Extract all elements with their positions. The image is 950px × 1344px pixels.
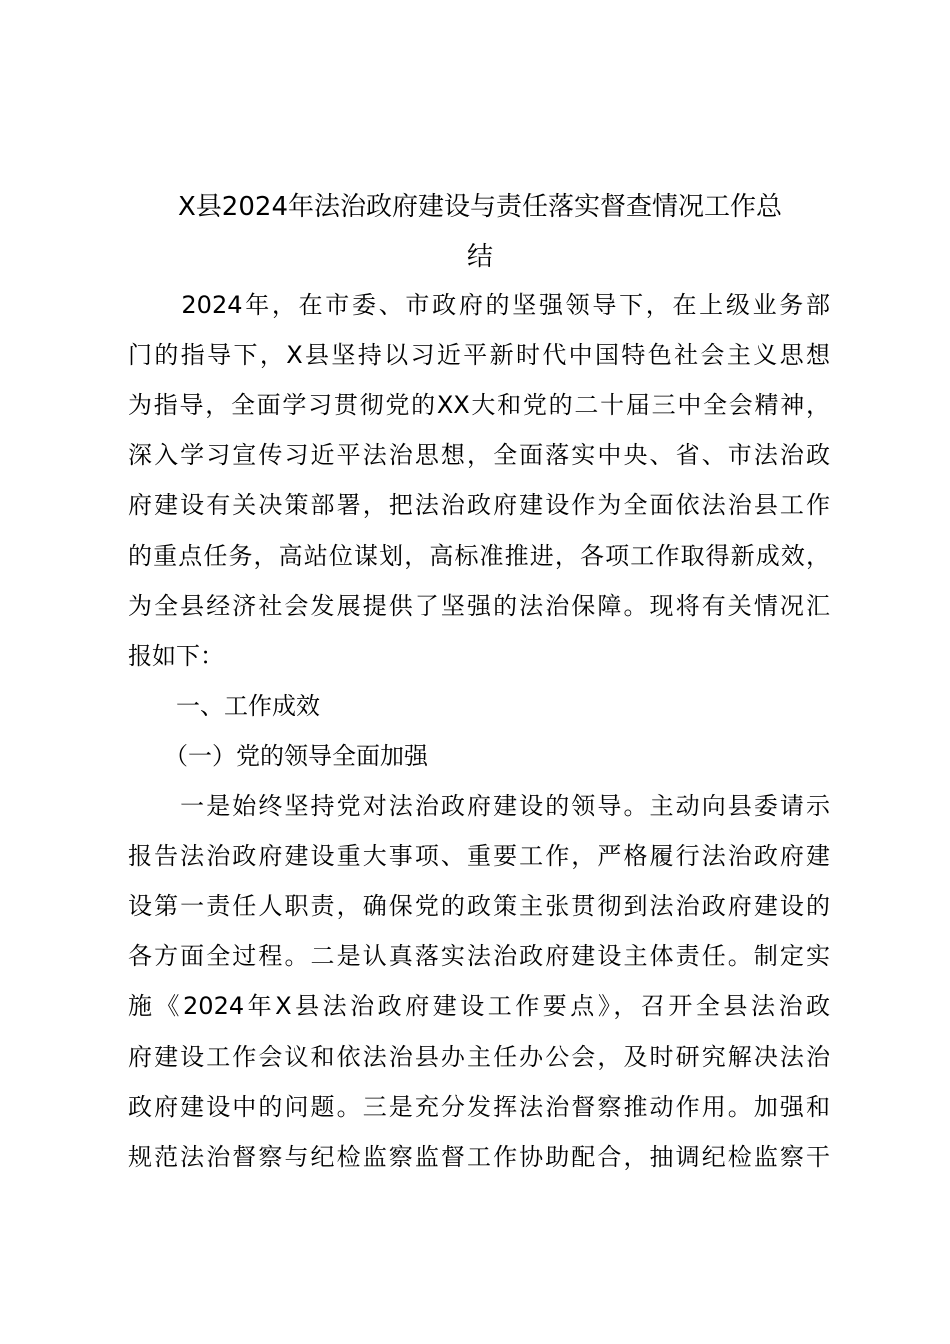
title-line-1: X县2024年法治政府建设与责任落实督查情况工作总 xyxy=(178,192,782,222)
body-line: （一）党的领导全面加强 xyxy=(128,741,428,770)
document-title xyxy=(128,182,832,282)
body-line: 府建设有关决策部署，把法治政府建设作为全面依法治县工作 xyxy=(128,491,830,520)
body-line: 规范法治督察与纪检监察监督工作协助配合，抽调纪检监察干 xyxy=(128,1142,830,1171)
body-line: 为指导，全面学习贯彻党的XX大和党的二十届三中全会精神， xyxy=(128,391,830,420)
body-line: 各方面全过程。二是认真落实法治政府建设主体责任。制定实 xyxy=(128,942,830,971)
body-line: 一、工作成效 xyxy=(128,691,320,720)
body-line: 政府建设中的问题。三是充分发挥法治督察推动作用。加强和 xyxy=(128,1092,830,1121)
body-line: 一是始终坚持党对法治政府建设的领导。主动向县委请示 xyxy=(128,792,830,820)
body-line: 为全县经济社会发展提供了坚强的法治保障。现将有关情况汇 xyxy=(128,591,830,620)
body-line: 的重点任务，高站位谋划，高标准推进，各项工作取得新成效， xyxy=(128,541,830,570)
body-line: 设第一责任人职责，确保党的政策主张贯彻到法治政府建设的 xyxy=(128,892,830,921)
title-line-2: 结 xyxy=(466,242,493,272)
body-line: 门的指导下，X县坚持以习近平新时代中国特色社会主义思想 xyxy=(128,341,830,370)
body-line: 报如下： xyxy=(128,641,224,670)
body-line: 报告法治政府建设重大事项、重要工作，严格履行法治政府建 xyxy=(128,842,830,871)
body-line: 府建设工作会议和依法治县办主任办公会，及时研究解决法治 xyxy=(128,1042,830,1071)
body-line: 2024年，在市委、市政府的坚强领导下，在上级业务部 xyxy=(128,291,830,319)
body-line: 施《2024年X县法治政府建设工作要点》，召开全县法治政 xyxy=(128,992,830,1021)
body-line: 深入学习宣传习近平法治思想，全面落实中央、省、市法治政 xyxy=(128,441,830,470)
